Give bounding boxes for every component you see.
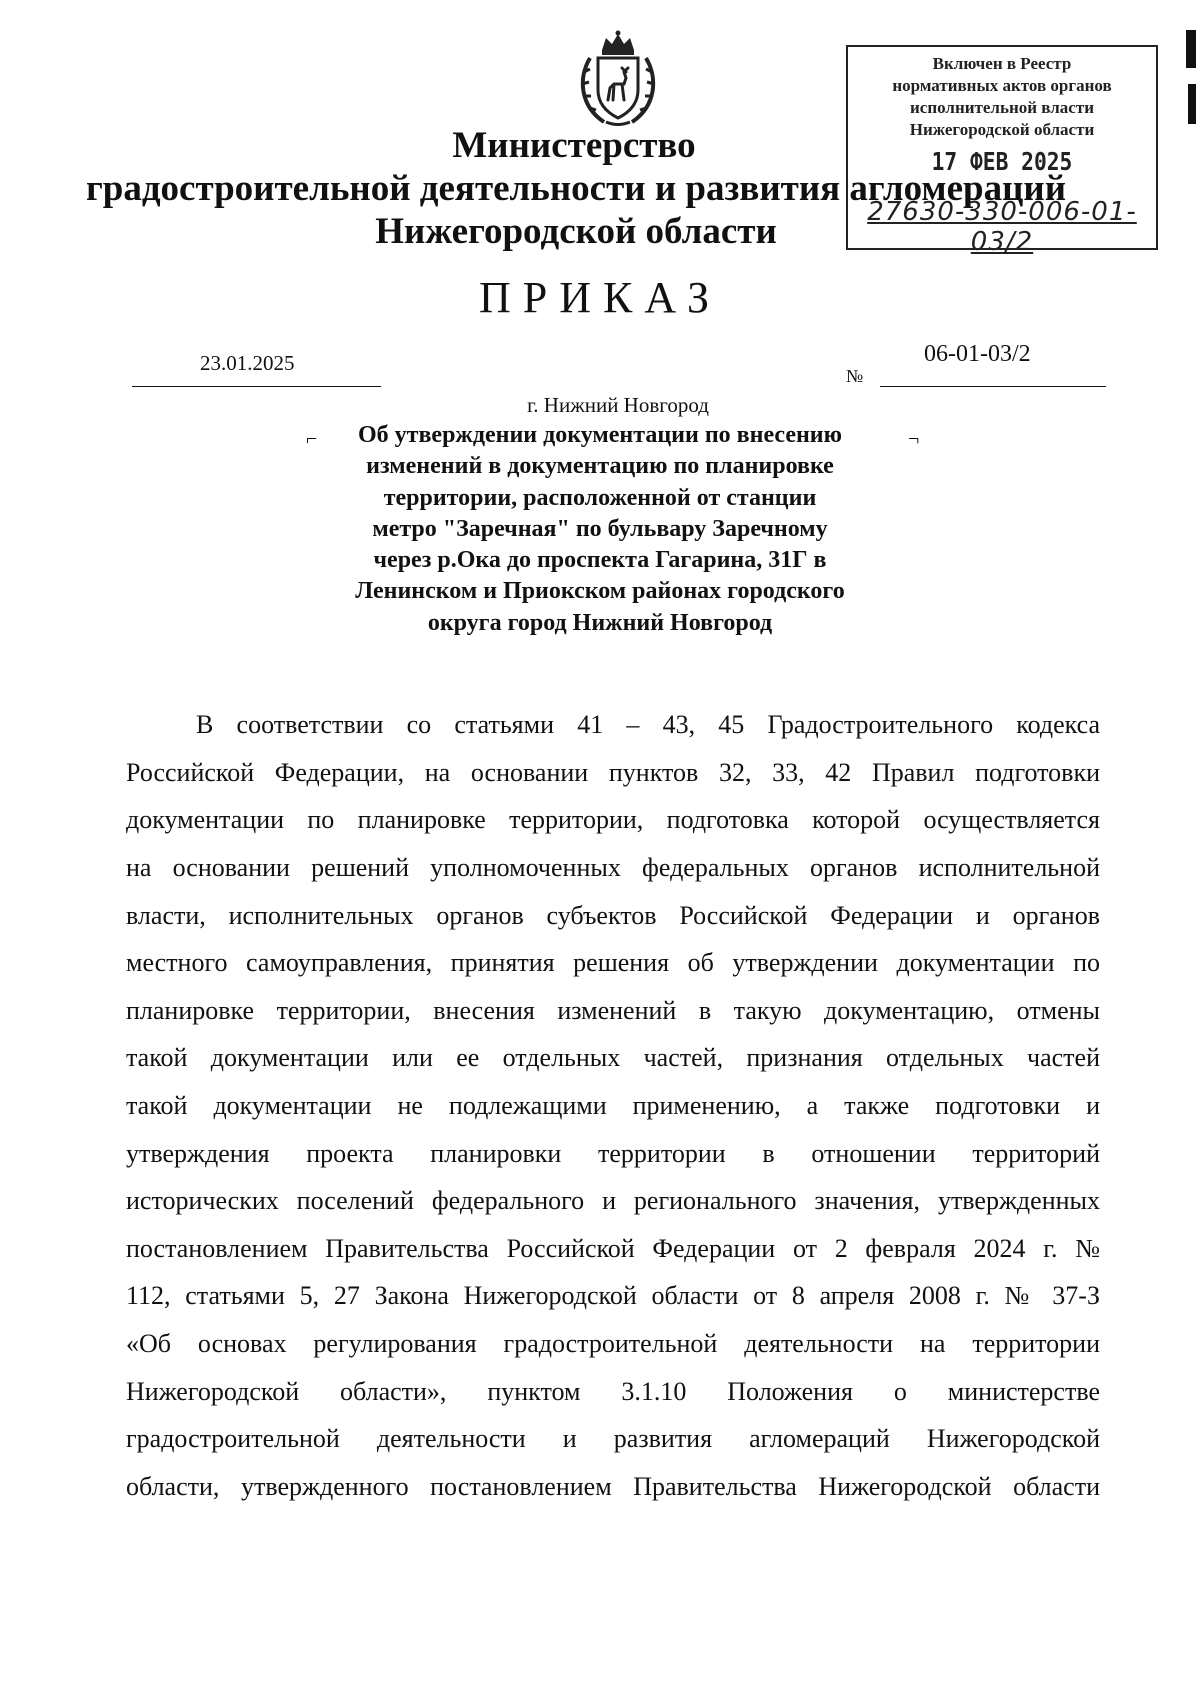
body-line: В соответствии со статьями 41 – 43, 45 Градостроительного кодекса	[196, 710, 1100, 739]
body-line: исторических поселений федерального и регионального значения, утвержденных	[126, 1186, 1100, 1215]
order-city: г. Нижний Новгород	[527, 393, 709, 417]
body-line: градостроительной деятельности и развития агломераций Нижегородской	[126, 1424, 1100, 1453]
registry-stamp-line: нормативных актов органов	[892, 76, 1112, 95]
body-line: на основании решений уполномоченных федеральных органов исполнительной	[126, 853, 1100, 882]
body-line: планировке территории, внесения изменений в такую документацию, отмены	[126, 996, 1100, 1025]
heading-line: изменений в документацию по планировке	[366, 453, 834, 480]
registry-stamp	[846, 45, 1158, 257]
ministry-name-line-2: градостроительной деятельности и развития агломераций	[85, 168, 1067, 209]
order-number: 06-01-03/2	[924, 341, 1031, 367]
heading-line: Ленинском и Приокском районах городского	[355, 578, 845, 605]
registry-stamp-line: исполнительной власти	[910, 98, 1094, 117]
body-line: области, утвержденного постановлением Правительства Нижегородской области	[126, 1472, 1100, 1501]
body-line: утверждения проекта планировки территории в отношении территорий	[126, 1139, 1100, 1168]
heading-line: территории, расположенной от станции	[383, 484, 817, 511]
body-line: местного самоуправления, принятия решения об утверждении документации по	[126, 948, 1100, 977]
body-line: такой документации или ее отдельных частей, признания отдельных частей	[126, 1043, 1100, 1072]
order-number-sign: №	[846, 366, 864, 386]
heading-corner-right: ¬	[908, 428, 920, 450]
document-heading	[300, 420, 900, 639]
order-title: ПРИКАЗ	[478, 273, 722, 322]
registry-number-handwritten: 27630-330-006-01-03/2	[867, 197, 1137, 257]
registry-stamp-date: 17 ФЕВ 2025	[931, 147, 1073, 176]
body-line: 112, статьями 5, 27 Закона Нижегородской области от 8 апреля 2008 г. № 37-З	[126, 1281, 1100, 1310]
registry-stamp-line: Включен в Реестр	[932, 54, 1072, 73]
body-line: Российской Федерации, на основании пунктов 32, 33, 42 Правил подготовки	[126, 758, 1100, 787]
order-date-underline	[132, 386, 381, 387]
heading-line: через р.Ока до проспекта Гагарина, 31Г в	[373, 547, 827, 574]
heading-line: Об утверждении документации по внесению	[358, 422, 842, 448]
body-line: постановлением Правительства Российской Федерации от 2 февраля 2024 г. №	[126, 1234, 1100, 1263]
body-line: «Об основах регулирования градостроительной деятельности на территории	[126, 1329, 1100, 1358]
body-line: документации по планировке территории, подготовка которой осуществляется	[126, 805, 1100, 834]
body-line: власти, исполнительных органов субъектов Российской Федерации и органов	[126, 901, 1100, 930]
registry-stamp-text	[848, 53, 1156, 141]
body-line: Нижегородской области», пунктом 3.1.10 Положения о министерстве	[126, 1377, 1100, 1406]
heading-line: метро "Заречная" по бульвару Заречному	[372, 515, 828, 542]
coat-of-arms-icon	[568, 28, 668, 128]
order-date: 23.01.2025	[200, 351, 295, 375]
registry-stamp-line: Нижегородской области	[909, 120, 1095, 139]
heading-line: округа город Нижний Новгород	[427, 609, 773, 636]
ministry-name-line-3: Нижегородской области	[375, 211, 777, 252]
order-number-underline	[880, 386, 1106, 387]
heading-corner-left: ⌐	[306, 428, 318, 450]
body-line: такой документации не подлежащими применению, а также подготовки и	[126, 1091, 1100, 1120]
ministry-name-line-1: Министерство	[452, 125, 696, 166]
